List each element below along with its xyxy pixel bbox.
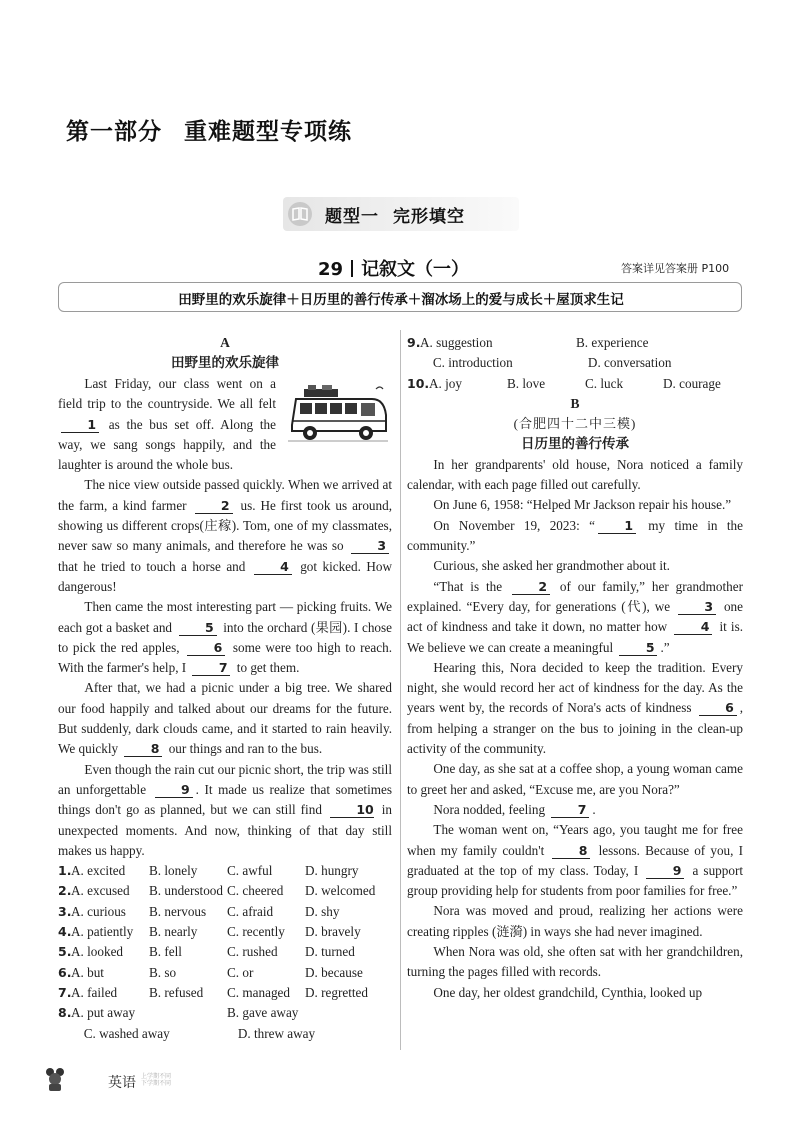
- passage-text: as the bus set off. Along the way, we sang songs happily, and the laughter is around the whole bus.: [58, 416, 276, 473]
- part-label: 第一部分: [66, 119, 162, 145]
- bus-illustration: [288, 385, 388, 447]
- question-row: [58, 1024, 392, 1044]
- answer-option[interactable]: B. experience: [576, 335, 649, 350]
- section-a-questions: [58, 861, 392, 1044]
- footer-subject: 英语: [108, 1075, 136, 1091]
- section-a-questions-continued: [407, 333, 743, 394]
- answer-option[interactable]: A. excited: [71, 863, 126, 879]
- answer-option[interactable]: B. fell: [149, 944, 182, 960]
- question-row: [407, 374, 743, 394]
- indent: [407, 353, 420, 373]
- answer-option[interactable]: C. afraid: [227, 903, 274, 919]
- paragraph: [407, 577, 743, 658]
- paragraph: [407, 800, 743, 820]
- blank-3: 3: [678, 599, 716, 615]
- passage-text: Then came the most interesting part — picking fruits. We each got a basket and: [58, 599, 392, 635]
- book-icon-graphic: [292, 207, 308, 221]
- answer-option[interactable]: A. but: [71, 964, 104, 980]
- answer-reference: 答案详见答案册 P100: [621, 262, 730, 275]
- paragraph: [407, 556, 743, 576]
- passage-text: a support group providing help for students from poor families for free.”: [407, 862, 743, 899]
- answer-option[interactable]: B. nervous: [149, 903, 207, 919]
- blank-9: 9: [646, 863, 684, 879]
- mascot-logo: [44, 1067, 66, 1093]
- paragraph: [407, 516, 743, 557]
- question-number: 1.: [58, 863, 72, 879]
- passage-text: one act of kindness and take it down, no matter how: [407, 598, 743, 635]
- answer-option[interactable]: D. turned: [305, 944, 355, 960]
- part-title: [66, 113, 352, 146]
- paragraph: [58, 374, 276, 475]
- passage-text: got kicked. How dangerous!: [58, 558, 392, 594]
- paragraph: [407, 759, 743, 800]
- paragraph: [58, 760, 392, 861]
- answer-option[interactable]: B. nearly: [149, 924, 198, 940]
- passage-text: to get them.: [233, 660, 300, 676]
- answer-option[interactable]: D. shy: [305, 903, 340, 919]
- answer-option[interactable]: C. luck: [585, 375, 624, 391]
- passage-text: into the orchard (果园). I chose to pick the red apples,: [58, 619, 392, 655]
- part-name: 重难题型专项练: [184, 119, 352, 145]
- question-row: [58, 942, 392, 962]
- subtitle-text: 田野里的欢乐旋律＋日历里的善行传承＋溜冰场上的爱与成长＋屋顶求生记: [178, 292, 624, 308]
- answer-option[interactable]: B. understood: [149, 883, 223, 899]
- passage-text: On June 6, 1958: “Helped Mr Jackson repair his house.”: [433, 497, 732, 513]
- paragraph: [58, 475, 392, 597]
- lesson-number: 29: [318, 259, 344, 280]
- passage-text: When Nora was old, she often sat with her grandchildren, turning the pages filled with records.: [407, 944, 743, 980]
- question-row: [407, 333, 743, 353]
- subtitle-box: [58, 282, 742, 312]
- passage-text: Nora nodded, feeling: [433, 801, 549, 817]
- blank-6: 6: [187, 640, 225, 656]
- paragraph: [407, 942, 743, 983]
- blank-3: 3: [351, 538, 389, 554]
- blank-4: 4: [674, 619, 712, 635]
- passage-text: Hearing this, Nora decided to keep the tradition. Every night, she would record her act of kindness for the day. As the years went by, the records of Nora's acts of kindness: [407, 659, 743, 716]
- answer-option[interactable]: A. joy: [429, 375, 462, 391]
- passage-text: of our family,” her grandmother explained. “Every day, for generations (代), we: [407, 578, 743, 614]
- question-number: 8.: [58, 1005, 72, 1021]
- passage-text: Nora was moved and proud, realizing her actions were creating ripples (涟漪) in ways she had never imagined.: [407, 903, 743, 939]
- passage-text: One day, as she sat at a coffee shop, a young woman came to greet her and asked, “Excuse me, are you Nora?”: [407, 761, 743, 797]
- question-row: [58, 902, 392, 922]
- section-b-letter: B: [570, 395, 580, 411]
- answer-option[interactable]: D. regretted: [305, 984, 368, 1000]
- question-row: [58, 963, 392, 983]
- passage-text: After that, we had a picnic under a big tree. We shared our food happily and talked about our dreams for the future. But suddenly, dark clouds came, and it started to rain heavily. We quickly: [58, 680, 392, 757]
- indent: [71, 1024, 84, 1044]
- passage-text: One day, her oldest grandchild, Cynthia, looked up: [433, 984, 703, 1000]
- paragraph: [58, 678, 392, 759]
- passage-text: my time in the community.”: [407, 517, 743, 554]
- blank-1: 1: [598, 518, 636, 534]
- passage-text: The woman went on, “Years ago, you taught me for free when my family couldn't: [407, 822, 743, 858]
- passage-text: , from helping a stranger on the bus to joining in the clean-up activity of the community.: [407, 700, 743, 757]
- blank-5: 5: [619, 640, 657, 656]
- paragraph: [407, 983, 743, 1003]
- passage-text: Curious, she asked her grandmother about it.: [433, 558, 670, 574]
- section-a-passage: [58, 374, 392, 861]
- right-column: [407, 333, 743, 1003]
- footer-caption-line-2: 下学期不同: [141, 1080, 172, 1087]
- passage-text: in unexpected moments. And now, thinking of that day still makes us happy.: [58, 802, 392, 858]
- answer-option[interactable]: D. bravely: [305, 924, 361, 940]
- question-row: [58, 861, 392, 881]
- paragraph: [407, 901, 743, 942]
- answer-option[interactable]: C. awful: [227, 863, 273, 879]
- answer-option[interactable]: D. courage: [663, 375, 721, 391]
- answer-option[interactable]: A. looked: [71, 944, 124, 960]
- passage-text: .”: [660, 639, 670, 655]
- answer-option[interactable]: C. introduction: [432, 355, 513, 371]
- answer-option[interactable]: C. washed away: [83, 1025, 170, 1041]
- footer-caption-line-1: 上学期不同: [141, 1073, 172, 1080]
- passage-text: lessons. Because of you, I graduated at the top of my class. Today, I: [407, 842, 743, 878]
- passage-text: it is. We believe we can create a meaningful: [407, 619, 744, 655]
- passage-text: our things and ran to the bus.: [165, 741, 323, 757]
- question-row: [58, 983, 392, 1003]
- blank-8: 8: [124, 741, 162, 757]
- blank-7: 7: [551, 802, 589, 818]
- answer-option[interactable]: B. refused: [149, 984, 204, 1000]
- type-label: 题型一: [325, 207, 379, 227]
- blank-2: 2: [512, 579, 550, 595]
- section-b-passage: [407, 455, 743, 1003]
- left-column: [58, 333, 392, 1044]
- passage-text: “That is the: [433, 578, 510, 594]
- lesson-title: [318, 255, 469, 281]
- blank-7: 7: [192, 660, 230, 676]
- passage-text: Last Friday, our class went on a field trip to the countryside. We all felt: [58, 376, 276, 412]
- paragraph: [407, 455, 743, 496]
- question-number: 6.: [58, 964, 72, 980]
- section-b-title: 日历里的善行传承: [521, 435, 629, 452]
- blank-2: 2: [195, 498, 233, 514]
- answer-option[interactable]: C. recently: [227, 924, 285, 940]
- indent: [58, 1024, 71, 1044]
- answer-option[interactable]: A. failed: [71, 984, 118, 1000]
- answer-option[interactable]: D. hungry: [305, 863, 359, 879]
- question-number: 7.: [58, 984, 72, 1000]
- answer-option[interactable]: B. love: [507, 375, 546, 391]
- passage-text: us. He first took us around, showing us different crops(庄稼). Tom, one of my classmates, never saw so many animals, and therefore he was so: [58, 497, 392, 554]
- question-number: 5.: [58, 944, 72, 960]
- answer-option[interactable]: D. threw away: [237, 1025, 316, 1041]
- book-icon: [288, 202, 312, 226]
- passage-text: .: [592, 801, 596, 817]
- answer-option[interactable]: D. because: [305, 964, 363, 980]
- question-type-banner: [283, 197, 519, 231]
- answer-option[interactable]: B. gave away: [227, 1005, 299, 1021]
- question-row: [58, 881, 392, 901]
- blank-5: 5: [179, 620, 217, 636]
- answer-option[interactable]: D. welcomed: [305, 883, 376, 899]
- indent: [420, 353, 433, 373]
- answer-option[interactable]: A. curious: [71, 903, 126, 919]
- passage-text: . It made us realize that sometimes things don't go as planned, but we can still find: [58, 781, 393, 818]
- type-name: 完形填空: [393, 207, 465, 227]
- question-row: [407, 353, 743, 373]
- answer-option[interactable]: A. suggestion: [420, 335, 493, 350]
- passage-text: On November 19, 2023: “: [433, 517, 595, 533]
- answer-option[interactable]: C. rushed: [227, 944, 278, 960]
- paragraph: [407, 495, 743, 515]
- blank-9: 9: [155, 782, 193, 798]
- type-text: [325, 202, 465, 227]
- answer-option[interactable]: B. so: [149, 964, 177, 980]
- question-row: [58, 922, 392, 942]
- footer-caption: [141, 1073, 171, 1087]
- passage-text: that he tried to touch a horse and: [58, 558, 251, 574]
- blank-4: 4: [254, 559, 292, 575]
- answer-option[interactable]: C. managed: [227, 984, 290, 1000]
- passage-text: Even though the rain cut our picnic short, the trip was still an unforgettable: [58, 761, 392, 797]
- section-a-title: 田野里的欢乐旋律: [171, 355, 279, 371]
- section-b-source: (合肥四十二中三模): [513, 415, 637, 431]
- question-number: 4.: [58, 924, 72, 940]
- answer-option[interactable]: A. patiently: [71, 924, 134, 940]
- column-divider: [400, 330, 401, 1050]
- blank-1: 1: [61, 417, 99, 433]
- question-number: 3.: [58, 903, 72, 919]
- answer-option[interactable]: C. cheered: [227, 883, 284, 899]
- paragraph: [407, 820, 743, 901]
- blank-8: 8: [552, 843, 590, 859]
- blank-6: 6: [699, 700, 737, 716]
- lesson-name: 记叙文（一）: [361, 259, 470, 280]
- answer-option[interactable]: D. conversation: [587, 355, 672, 371]
- question-row: [58, 1003, 392, 1023]
- paragraph: [58, 597, 392, 678]
- passage-text: In her grandparents' old house, Nora noticed a family calendar, with each page filled out carefully.: [407, 456, 743, 493]
- paragraph: [407, 658, 743, 759]
- passage-text: some were too high to reach. With the farmer's help, I: [58, 639, 392, 676]
- answer-option[interactable]: A. put away: [71, 1005, 136, 1021]
- question-number: 10.: [407, 375, 430, 391]
- passage-text: The nice view outside passed quickly. When we arrived at the farm, a kind farmer: [58, 477, 392, 513]
- answer-option[interactable]: B. lonely: [149, 863, 198, 879]
- answer-option[interactable]: A. excused: [71, 883, 130, 899]
- blank-10: 10: [330, 802, 374, 818]
- section-a-letter: A: [220, 335, 230, 350]
- question-number: 2.: [58, 883, 72, 899]
- question-number: 9.: [407, 335, 421, 350]
- answer-option[interactable]: C. or: [227, 964, 254, 980]
